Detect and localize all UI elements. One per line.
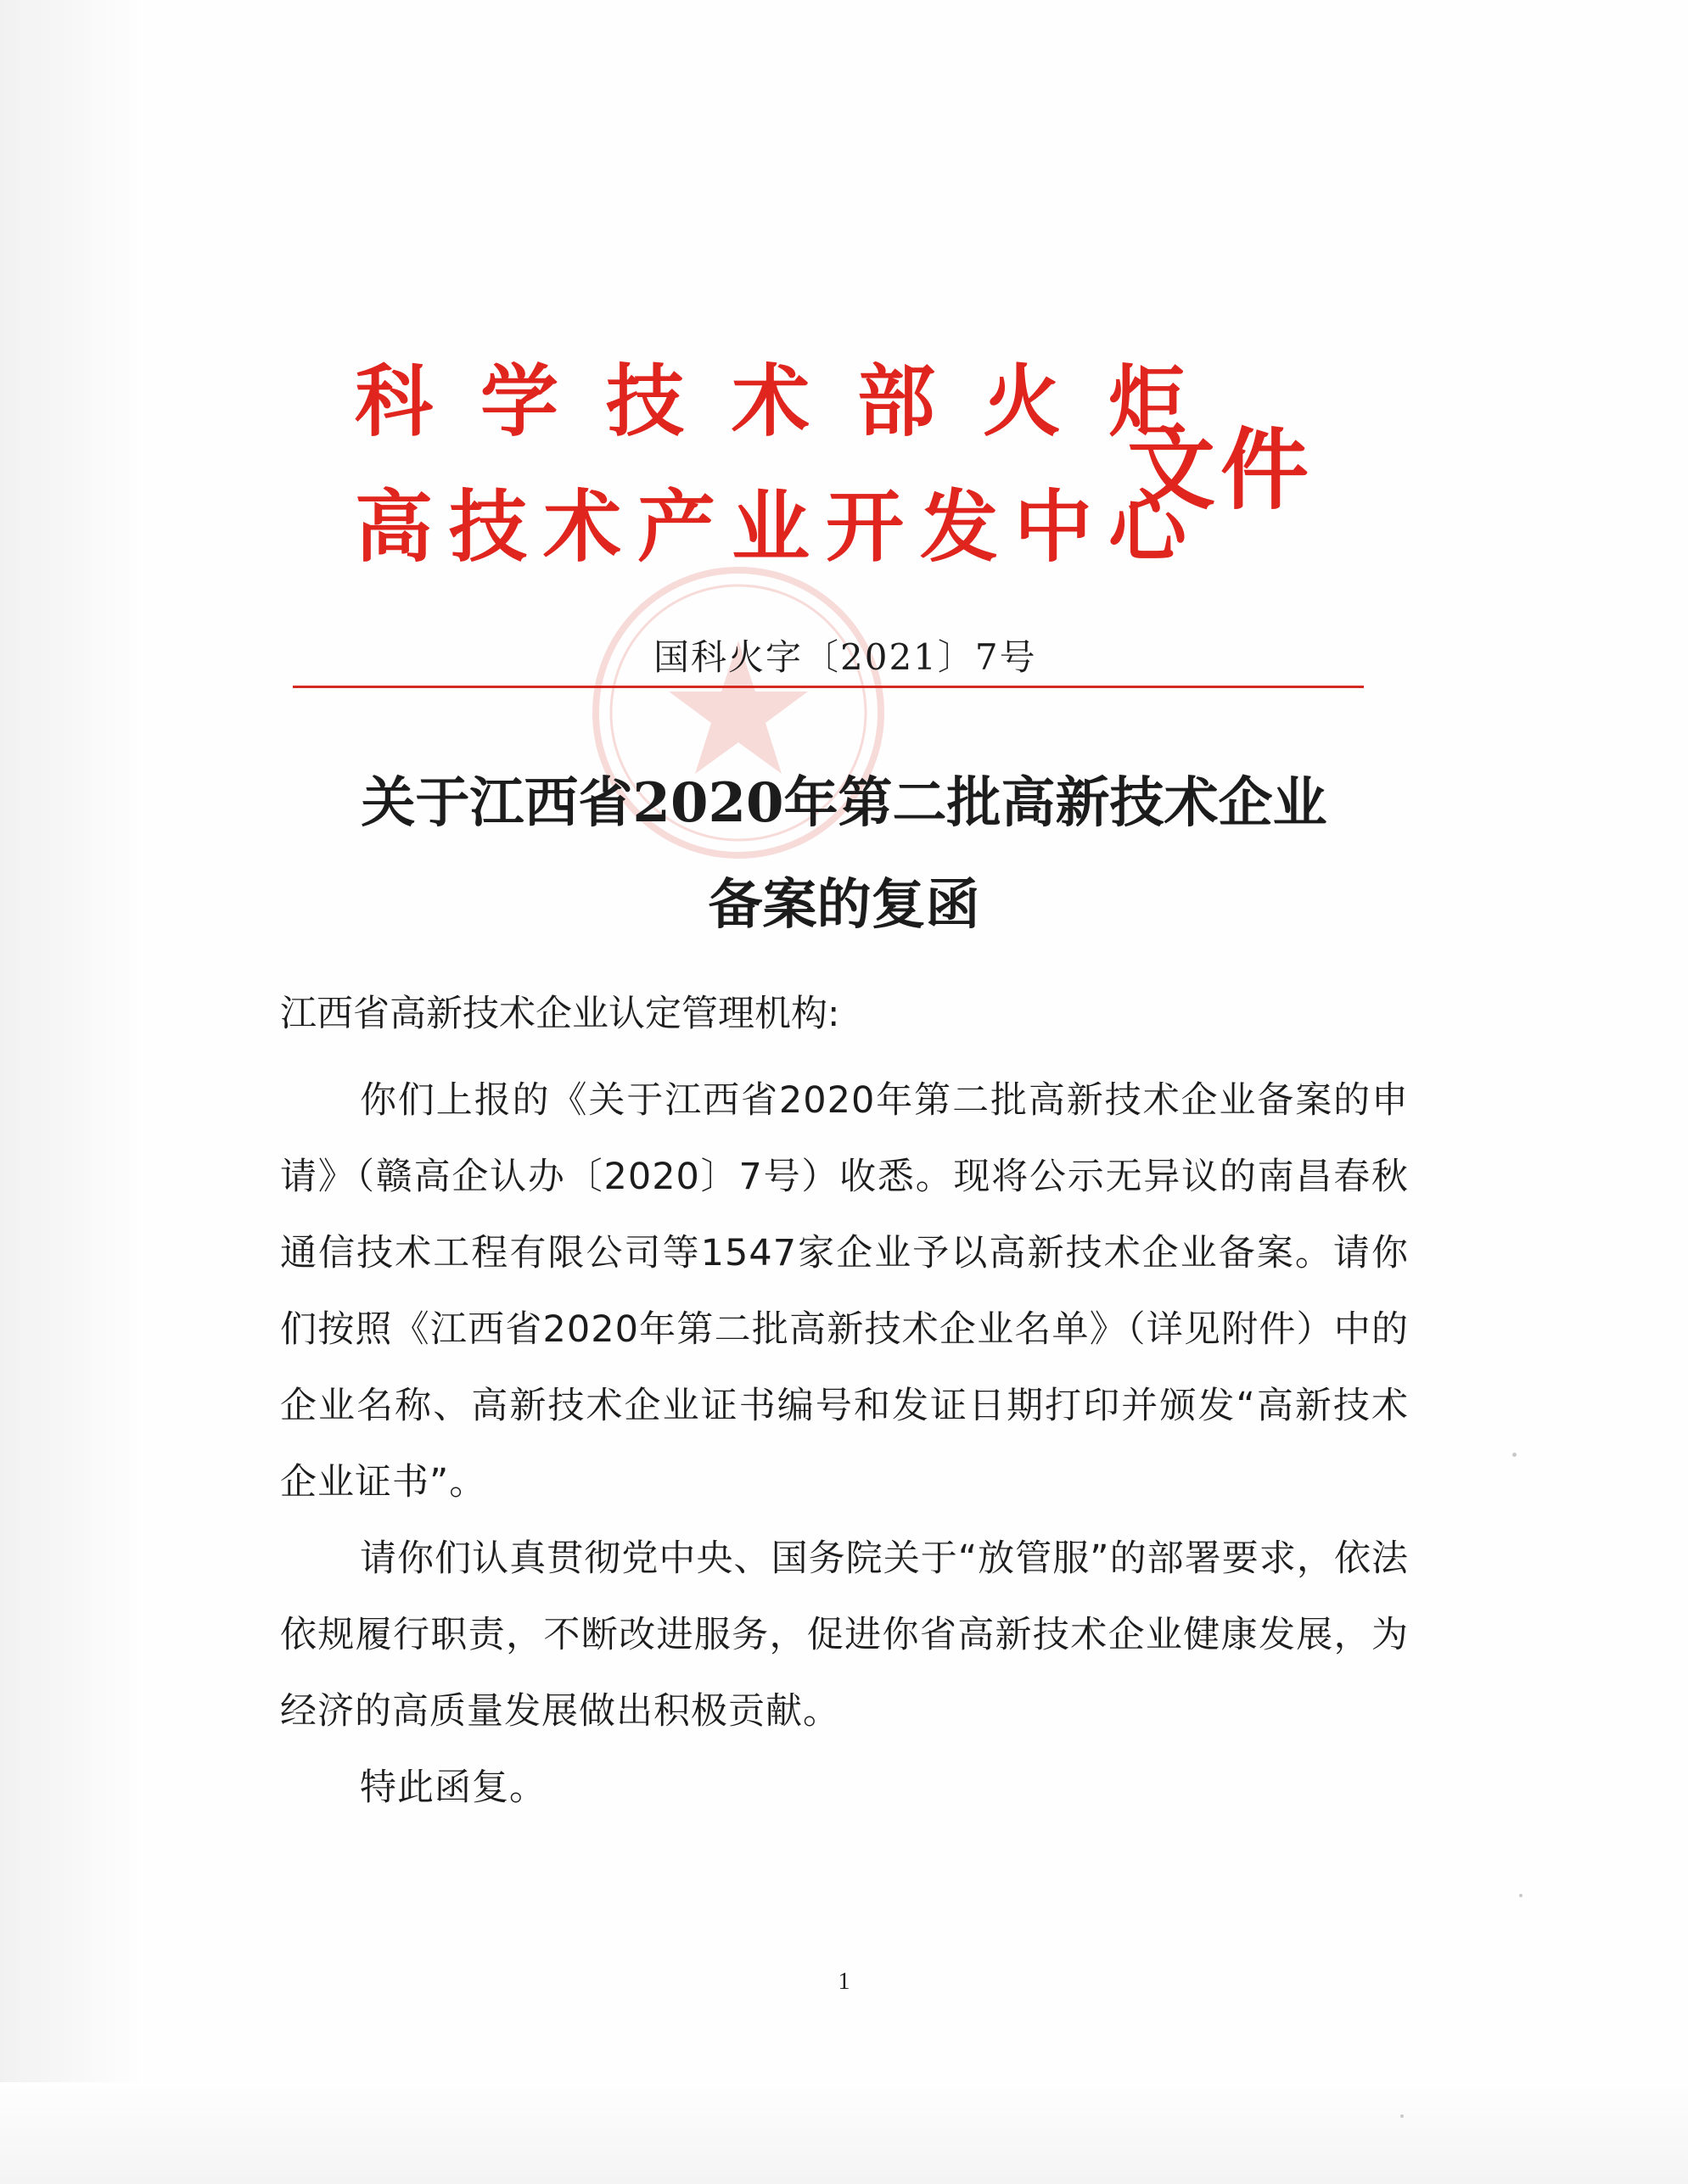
- closing-phrase: 特此函复。: [360, 1767, 547, 1809]
- body-paragraph-1: 你们上报的《关于江西省2020年第二批高新技术企业备案的申请》（赣高企认办〔2020〕7号）收悉。现将公示无异议的南昌春秋通信技术工程有限公司等1547家企业予以高新技术企业备案。请你们按照《江西省2020年第二批高新技术企业名单》（详见附件）中的企业名称、高新技术企业证书编号和发证日期打印并颁发“高新技术企业证书”。: [280, 1079, 1409, 1504]
- red-divider-line: [293, 686, 1364, 688]
- body-paragraph-2: 请你们认真贯彻党中央、国务院关于“放管服”的部署要求，依法依规履行职责，不断改进服务，促进你省高新技术企业健康发展，为经济的高质量发展做出积极贡献。: [280, 1537, 1409, 1733]
- masthead-issuer-line2: 高技术产业开发中心: [355, 482, 1203, 573]
- page-number: 1: [838, 1968, 850, 1995]
- scan-speck: [1519, 1894, 1523, 1897]
- document-number: 国科火字〔2021〕7号: [653, 636, 1037, 678]
- document-title-line1: 关于江西省2020年第二批高新技术企业: [361, 771, 1327, 835]
- scan-shadow-left: [0, 0, 144, 2184]
- masthead-issuer-line1: 科学技术部火炬: [355, 356, 1235, 447]
- salutation: 江西省高新技术企业认定管理机构:: [280, 993, 840, 1035]
- scan-speck: [1512, 1453, 1517, 1457]
- document-title-line2: 备案的复函: [708, 873, 980, 937]
- scan-shadow-bottom: [0, 2082, 1688, 2184]
- scan-speck: [1400, 2114, 1404, 2118]
- masthead-document-label: 文件: [1127, 418, 1315, 522]
